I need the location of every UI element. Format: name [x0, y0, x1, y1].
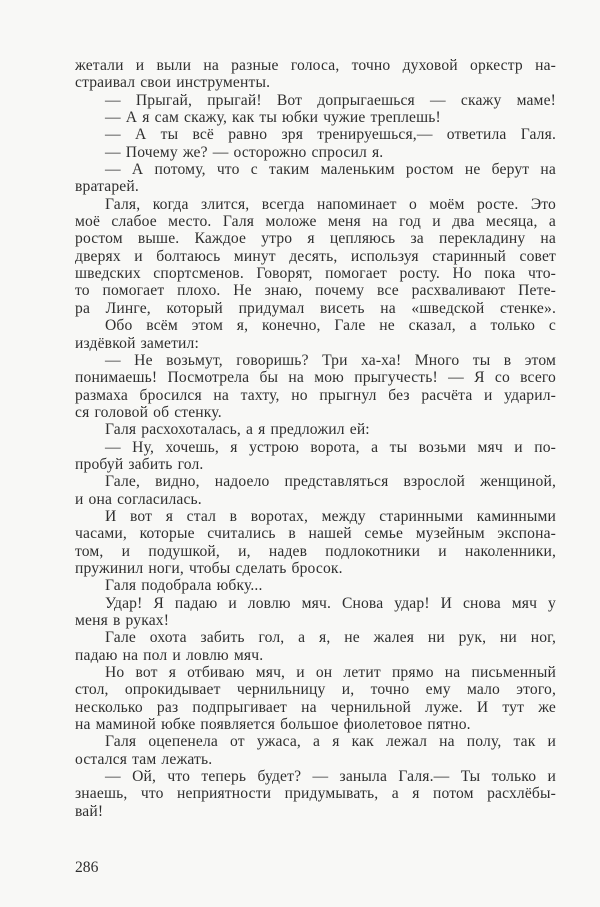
- text-line: — А потому, что с таким маленьким ростом не берут на: [105, 161, 556, 179]
- text-line: — Ну, хочешь, я устрою ворота, а ты возьми мяч и по-: [105, 438, 556, 456]
- text-line: меня в руках!: [75, 612, 170, 629]
- text-line: — Прыгай, прыгай! Вот допрыгаешься — скажу маме!: [105, 91, 556, 109]
- text-line: пробуй забить гол.: [75, 455, 204, 473]
- text-line: то помогает плохо. Не знаю, почему все расхваливают Пете-: [75, 282, 556, 300]
- text-line: Гале, видно, надоело представляться взрослой женщиной,: [105, 473, 556, 491]
- text-line: ростом выше. Каждое утро я цепляюсь за перекладину на: [75, 230, 556, 248]
- text-line: размаха бросился на тахту, но прыгнул без расчёта и ударил-: [75, 386, 556, 404]
- text-line: Галя, когда злится, всегда напоминает о моём росте. Это: [105, 195, 556, 213]
- text-line: понимаешь! Посмотрела бы на мою прыгучесть! — Я со всего: [75, 369, 556, 387]
- text-line: Галя оцепенела от ужаса, а я как лежал на полу, так и: [105, 733, 556, 751]
- text-line: шведских спортсменов. Говорят, помогает росту. Но пока что-: [75, 265, 556, 283]
- text-line: моё слабое место. Галя моложе меня на год и два месяца, а: [75, 213, 556, 231]
- text-line: И вот я стал в воротах, между старинными каминными: [105, 507, 556, 525]
- text-line: издёвкой заметил:: [75, 334, 199, 352]
- page-text: [75, 57, 556, 820]
- text-line: — Почему же? — осторожно спросил я.: [105, 143, 384, 161]
- text-line: остался там лежать.: [75, 750, 213, 768]
- text-line: и она согласилась.: [75, 490, 202, 508]
- text-line: Галя подобрала юбку...: [105, 577, 263, 595]
- text-line: страивал свои инструменты.: [75, 74, 271, 92]
- page-number: 286: [75, 859, 99, 876]
- text-line: Галя расхохоталась, а я предложил ей:: [105, 421, 370, 439]
- text-line: вратарей.: [75, 178, 139, 196]
- text-line: пружинил ноги, чтобы сделать бросок.: [75, 559, 343, 577]
- text-line: — А ты всё равно зря тренируешься,— ответила Галя.: [105, 126, 556, 144]
- text-line: дверях и болтаюсь минут десять, используя старинный совет: [75, 247, 556, 265]
- text-line: Но вот я отбиваю мяч, и он летит прямо на письменный: [105, 664, 556, 682]
- text-line: — А я сам скажу, как ты юбки чужие треплешь!: [105, 109, 441, 127]
- text-line: — Не возьмут, говоришь? Три ха-ха! Много ты в этом: [105, 351, 556, 369]
- text-line: знаешь, что неприятности придумывать, а я потом расхлёбы-: [75, 785, 556, 803]
- text-line: Удар! Я падаю и ловлю мяч. Снова удар! И снова мяч у: [105, 594, 556, 612]
- text-line: часами, которые считались в нашей семье музейным экспона-: [75, 525, 556, 543]
- text-line: Обо всём этом я, конечно, Гале не сказал, а только с: [105, 317, 556, 335]
- text-line: Гале охота забить гол, а я, не жалея ни рук, ни ног,: [105, 629, 556, 647]
- text-line: ся головой об стенку.: [75, 403, 222, 421]
- text-line: несколько раз подпрыгивает на чернильной луже. И тут же: [75, 698, 556, 716]
- text-line: на маминой юбке появляется большое фиолетовое пятно.: [75, 716, 471, 734]
- text-line: вай!: [75, 802, 104, 820]
- text-line: том, и подушкой, и, надев подлокотники и наколенники,: [75, 542, 556, 560]
- text-line: стол, опрокидывает чернильницу и, точно ему мало этого,: [75, 681, 556, 699]
- text-line: — Ой, что теперь будет? — заныла Галя.— Ты только и: [105, 768, 556, 786]
- text-line: ра Линге, который придумал висеть на «шведской стенке».: [75, 299, 556, 317]
- text-line: падаю на пол и ловлю мяч.: [75, 646, 264, 664]
- text-line: жетали и выли на разные голоса, точно духовой оркестр на-: [75, 57, 556, 74]
